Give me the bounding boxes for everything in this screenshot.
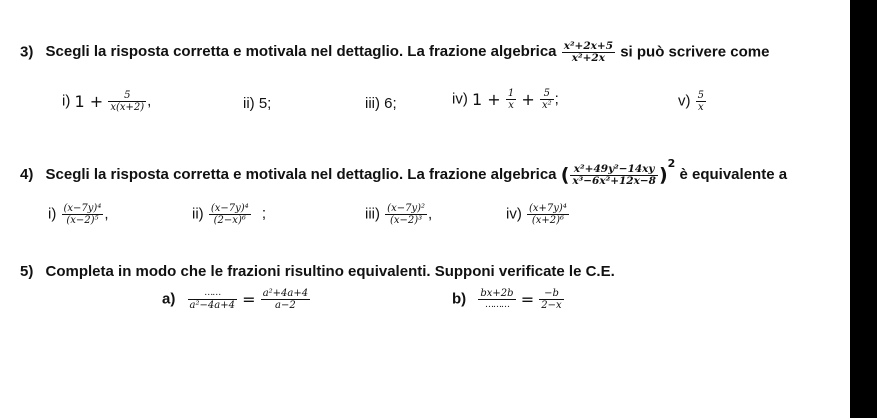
q3-option-i: [62, 90, 151, 113]
question-3-fraction-den: x²+2x: [571, 52, 605, 64]
q5-part-a-den1: a²−4a+4: [189, 300, 235, 311]
q3-option-i-num: 5: [108, 90, 146, 102]
q4-option-iii-num: (x−7y)²: [387, 203, 426, 214]
q4-option-ii-label: ii): [192, 205, 204, 223]
question-4-exponent: 2: [667, 157, 676, 170]
q3-option-iv-fraction-1: [506, 88, 516, 111]
q4-option-iv-num: (x+7y)⁴: [529, 203, 567, 214]
q5-part-a-num2: a²+4a+4: [262, 288, 309, 299]
q3-option-iv-den1: x: [508, 100, 514, 111]
q5-part-b-num1: bx+2b: [480, 288, 514, 299]
question-4-fraction: [570, 164, 658, 187]
q4-option-iii-den: (x−2)³: [389, 215, 423, 226]
q5-part-a-fraction-1: [188, 288, 237, 311]
q5-part-b-fraction-2: [539, 288, 563, 311]
q3-option-ii-value: 5;: [258, 95, 272, 112]
q3-option-v-num: 5: [697, 90, 705, 101]
question-3-text: Scegli la risposta corretta e motivala nel dettaglio. La frazione algebrica: [45, 43, 557, 61]
q4-option-ii-den: (2−x)⁶: [213, 215, 246, 226]
question-5-text: Completa in modo che le frazioni risultino equivalenti. Supponi verificate le C.E.: [45, 263, 615, 280]
q4-option-i-den: (x−2)⁵: [66, 215, 99, 226]
question-3-text-after: si può scrivere come: [620, 43, 770, 61]
question-5: [20, 263, 615, 281]
question-3-fraction-num: x²+2x+5: [563, 40, 614, 52]
q3-option-v-den: x: [698, 102, 704, 113]
q4-option-i-fraction: [62, 203, 104, 226]
q3-option-ii-label: ii): [243, 95, 255, 112]
q3-option-iv-label: iv): [452, 90, 468, 108]
q4-option-ii-suffix: ;: [261, 205, 267, 223]
question-4-fraction-den: x³−6x²+12x−8: [572, 174, 656, 187]
q3-option-ii: [243, 95, 271, 112]
q4-option-iii-label: iii): [365, 205, 380, 223]
q4-option-i-suffix: ,: [104, 205, 109, 223]
q3-option-i-suffix: ,: [147, 92, 152, 110]
q4-option-ii-fraction: [209, 203, 251, 226]
q4-option-iv-label: iv): [506, 205, 522, 223]
q3-option-iv-plus: +: [521, 90, 535, 109]
question-3: [20, 41, 769, 64]
q3-option-iv-den2: x²: [541, 100, 552, 111]
question-4-fraction-num: x²+49y²−14xy: [570, 164, 658, 176]
q4-option-i: [48, 203, 109, 226]
q3-option-v-label: v): [678, 92, 691, 110]
q3-option-iv-fraction-2: [540, 88, 554, 111]
question-4-text-after: è equivalente a: [679, 166, 788, 183]
question-4-label: 4): [20, 166, 34, 183]
q4-option-iii-fraction: [385, 203, 427, 226]
q4-option-i-num: (x−7y)⁴: [63, 203, 102, 214]
question-3-fraction: [562, 41, 615, 64]
q5-part-a: [162, 288, 311, 311]
q3-option-i-den: x(x+2): [110, 102, 145, 113]
question-4-open-paren: (: [560, 164, 570, 187]
q3-option-iv-prefix: 1 +: [472, 90, 501, 109]
q4-option-iv: [506, 203, 570, 226]
q3-option-iv-num1: 1: [507, 88, 515, 99]
question-3-label: 3): [20, 43, 34, 61]
question-4: [20, 155, 787, 187]
question-4-close-paren: ): [658, 164, 668, 187]
q3-option-i-fraction: [108, 90, 146, 113]
q4-option-iii-suffix: ,: [428, 205, 433, 223]
q5-part-a-label: a): [162, 290, 176, 308]
q4-option-i-label: i): [48, 205, 57, 223]
q5-part-b: [452, 288, 565, 311]
q3-option-iv: [452, 88, 559, 111]
q4-option-ii-num: (x−7y)⁴: [210, 203, 249, 214]
q3-option-v-fraction: [696, 90, 706, 113]
q4-option-ii: [192, 203, 266, 226]
q5-part-b-equals: =: [520, 290, 535, 309]
q4-option-iii: [365, 203, 432, 226]
q5-part-a-fraction-2: [261, 288, 310, 311]
q4-option-iv-fraction: [527, 203, 569, 226]
q3-option-i-prefix: 1 +: [74, 92, 104, 111]
q5-part-a-equals: =: [242, 290, 256, 309]
q3-option-iv-num2: 5: [540, 88, 554, 100]
q5-part-b-fraction-1: [478, 288, 515, 311]
q5-part-b-label: b): [452, 290, 467, 308]
q3-option-iii: [365, 95, 397, 112]
q5-part-b-num2: −b: [539, 288, 563, 300]
q3-option-i-label: i): [62, 92, 71, 110]
q3-option-iii-label: iii): [365, 95, 380, 112]
q4-option-iv-den: (x+2)⁶: [531, 215, 565, 226]
q5-part-b-blank: ………: [484, 300, 509, 310]
q3-option-v: [678, 90, 707, 113]
q5-part-a-blank: ……: [188, 288, 237, 300]
q3-option-iii-value: 6;: [384, 95, 397, 112]
question-5-label: 5): [20, 263, 34, 280]
right-black-bar: [850, 0, 877, 418]
q3-option-iv-suffix: ;: [554, 90, 559, 108]
q5-part-b-den2: 2−x: [541, 300, 562, 311]
q5-part-a-den2: a−2: [275, 300, 296, 311]
question-4-text: Scegli la risposta corretta e motivala nel dettaglio. La frazione algebrica: [45, 166, 557, 183]
